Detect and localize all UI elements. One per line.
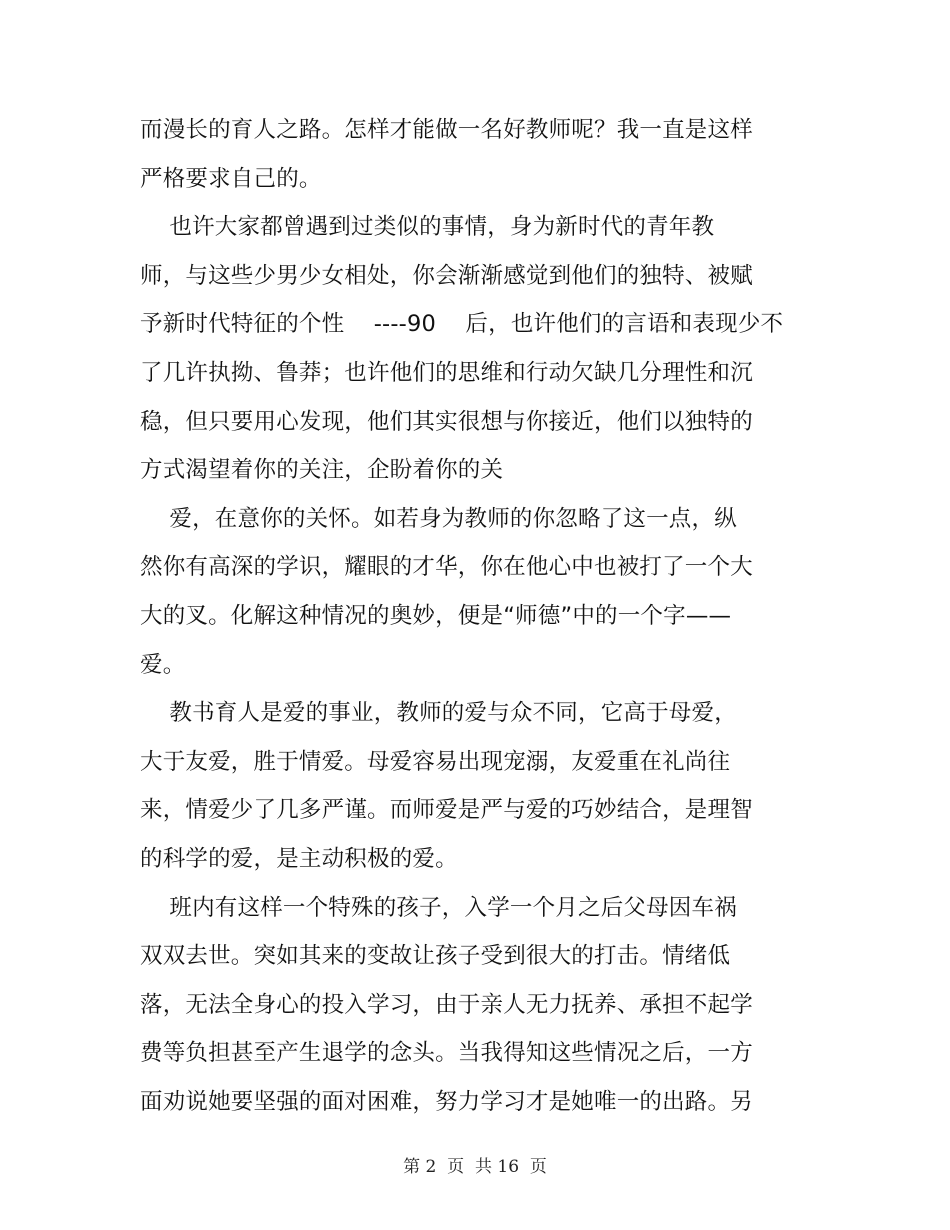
page-footer: 第 2 页 共 16 页: [403, 1157, 547, 1177]
text-line: 然你有高深的学识，耀眼的才华，你在他心中也被打了一个大: [140, 554, 753, 581]
text-line: 教书育人是爱的事业，教师的爱与众不同，它高于母爱，: [140, 700, 737, 727]
body-text: [140, 106, 784, 1126]
text-line: 爱，在意你的关怀。如若身为教师的你忽略了这一点，纵: [140, 505, 737, 532]
text-line: 落，无法全身心的投入学习，由于亲人无力抚养、承担不起学: [140, 991, 753, 1018]
text-line: 班内有这样一个特殊的孩子，入学一个月之后父母因车祸: [140, 894, 737, 921]
text-line: 面劝说她要坚强的面对困难，努力学习才是她唯一的出路。另: [140, 1088, 753, 1115]
text-line: 稳，但只要用心发现，他们其实很想与你接近，他们以独特的: [140, 408, 753, 435]
text-line: 而漫长的育人之路。怎样才能做一名好教师呢？我一直是这样: [140, 117, 753, 143]
text-line: 大的叉。化解这种情况的奥妙，便是“师德”中的一个字——: [140, 602, 732, 629]
text-line: 了几许执拗、鲁莽；也许他们的思维和行动欠缺几分理性和沉: [140, 359, 753, 386]
text-line: 方式渴望着你的关注，企盼着你的关: [140, 457, 504, 484]
text-line: 爱。: [140, 651, 186, 678]
text-line: 双双去世。突如其来的变故让孩子受到很大的打击。情绪低: [140, 943, 731, 970]
text-line: 予新时代特征的个性 ----90 后，也许他们的言语和表现少不: [140, 311, 784, 338]
text-line: 费等负担甚至产生退学的念头。当我得知这些情况之后，一方: [140, 1040, 753, 1067]
text-line: 也许大家都曾遇到过类似的事情，身为新时代的青年教: [140, 214, 715, 241]
text-line: 来，情爱少了几多严谨。而师爱是严与爱的巧妙结合，是理智: [140, 797, 753, 824]
text-line: 的科学的爱，是主动积极的爱。: [140, 845, 458, 872]
text-line: 大于友爱，胜于情爱。母爱容易出现宠溺，友爱重在礼尚往: [140, 748, 731, 775]
text-line: 师，与这些少男少女相处，你会渐渐感觉到他们的独特、被赋: [140, 262, 753, 289]
text-line: 严格要求自己的。: [140, 165, 322, 192]
